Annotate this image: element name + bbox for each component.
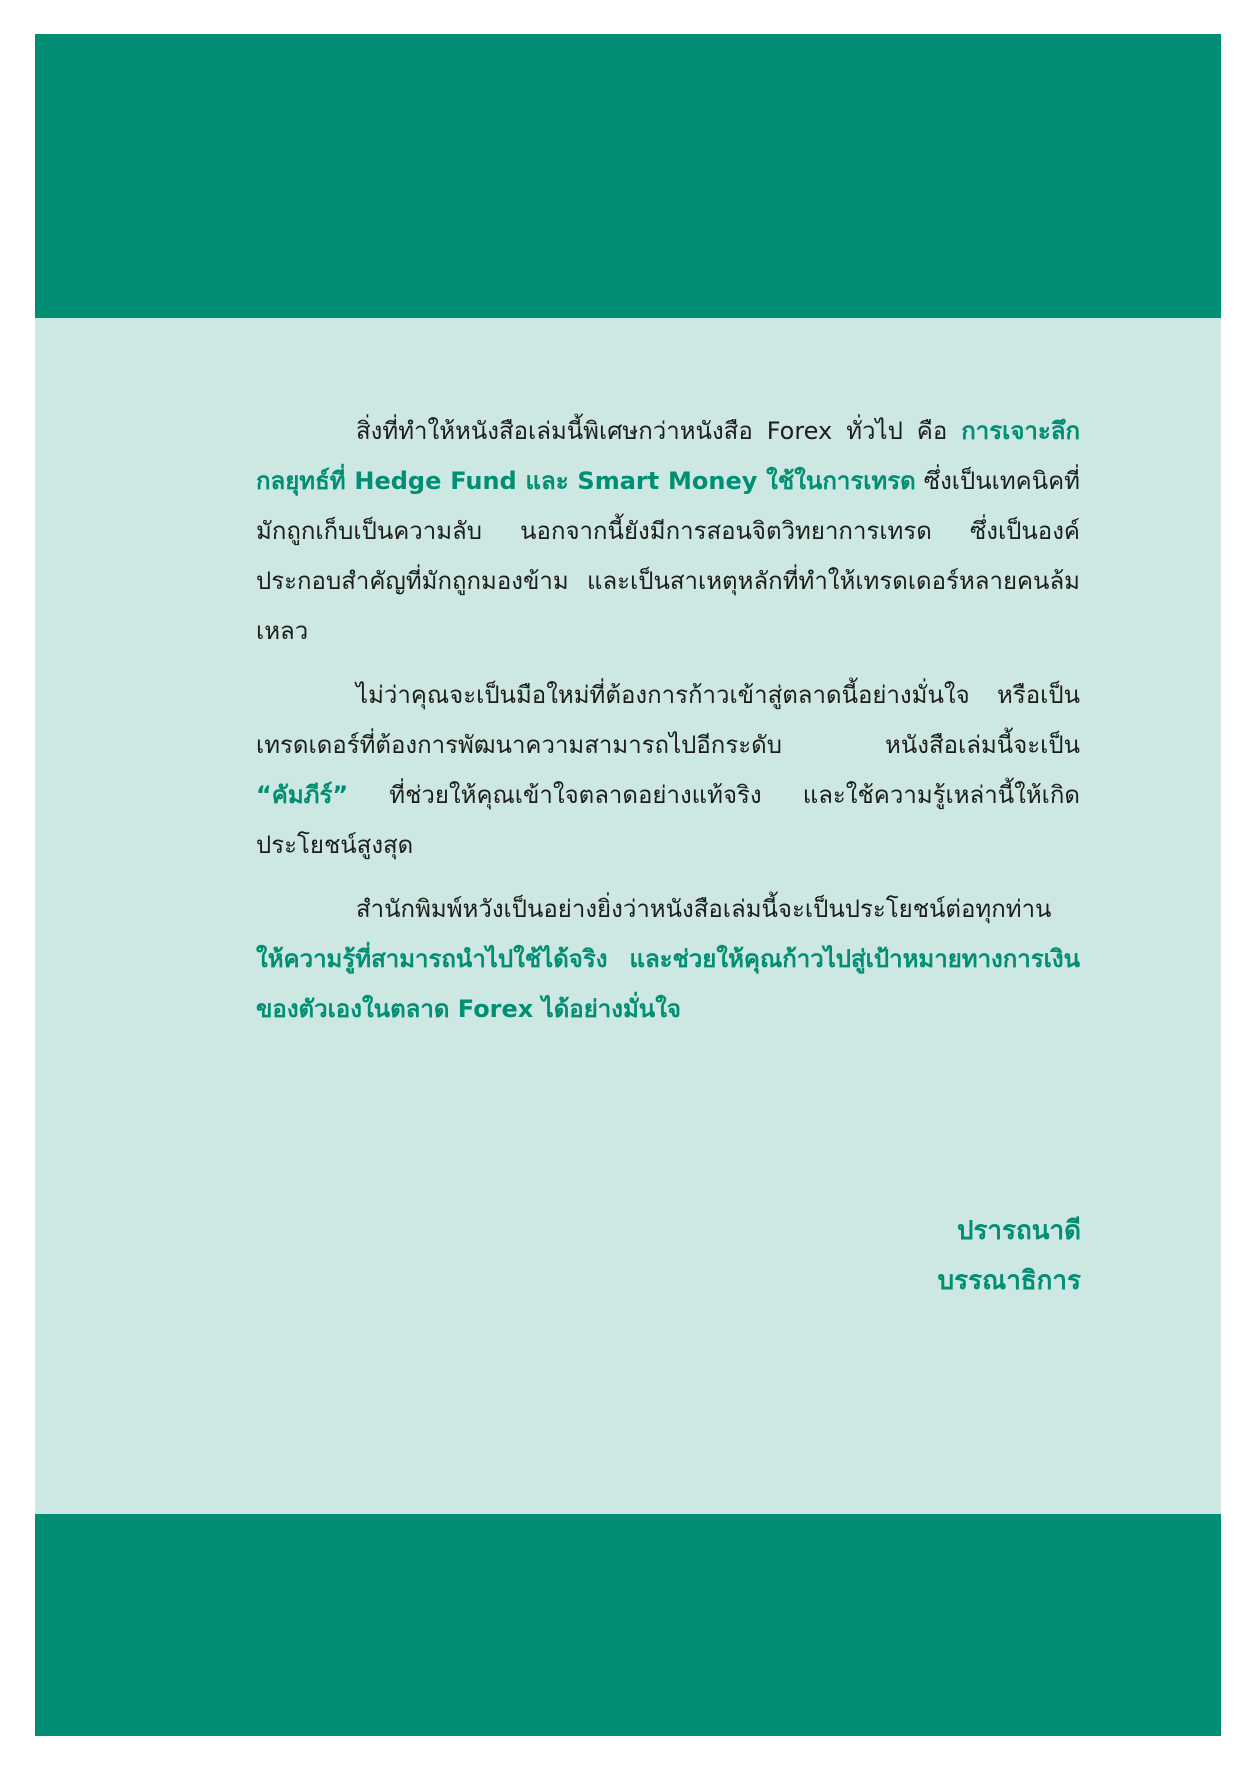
preface-body bbox=[256, 406, 1080, 1048]
paragraph-2-text: ไม่ว่าคุณจะเป็นมือใหม่ที่ต้องการก้าวเข้าสู่ตลาดนี้อย่างมั่นใจ หรือเป็นเทรดเดอร์ที่ต้องการพัฒนาความสามารถไปอีกระดับ หนังสือเล่มนี้จะเป็น bbox=[256, 681, 1080, 759]
bottom-color-band bbox=[35, 1514, 1221, 1736]
paragraph-2-highlight: “คัมภีร์” bbox=[256, 781, 349, 809]
top-color-band bbox=[35, 34, 1221, 318]
paragraph-1-text: สิ่งที่ทำให้หนังสือเล่มนี้พิเศษกว่าหนังสือ Forex ทั่วไป คือ bbox=[356, 417, 962, 445]
paragraph-3 bbox=[256, 884, 1080, 1034]
paragraph-1-text-end: ซึ่งเป็นเทคนิคที่มักถูกเก็บเป็นความลับ นอกจากนี้ยังมีการสอนจิตวิทยาการเทรด ซึ่งเป็นองค์ประกอบสำคัญที่มักถูกมองข้าม และเป็นสาเหตุหลักที่ทำให้เทรดเดอร์หลายคนล้มเหลว bbox=[256, 467, 1081, 645]
paragraph-2-text-end: ที่ช่วยให้คุณเข้าใจตลาดอย่างแท้จริง และใช้ความรู้เหล่านี้ให้เกิดประโยชน์สูงสุด bbox=[256, 781, 1080, 859]
paragraph-2 bbox=[256, 670, 1080, 870]
paragraph-1-highlight: การเจาะลึกกลยุทธ์ที่ Hedge Fund และ Smart Money ใช้ในการเทรด bbox=[256, 417, 1080, 495]
signature-closing: ปรารถนาดี bbox=[956, 1216, 1081, 1246]
paragraph-3-text: สำนักพิมพ์หวังเป็นอย่างยิ่งว่าหนังสือเล่มนี้จะเป็นประโยชน์ต่อทุกท่าน bbox=[356, 895, 1052, 923]
paragraph-3-highlight: ให้ความรู้ที่สามารถนำไปใช้ได้จริง และช่วยให้คุณก้าวไปสู่เป้าหมายทางการเงินของตัวเองในตลาด Forex ได้อย่างมั่นใจ bbox=[256, 945, 1080, 1023]
signature-block bbox=[938, 1206, 1081, 1306]
paragraph-1 bbox=[256, 406, 1080, 656]
signature-author: บรรณาธิการ bbox=[937, 1266, 1081, 1296]
page-frame bbox=[35, 34, 1221, 1736]
